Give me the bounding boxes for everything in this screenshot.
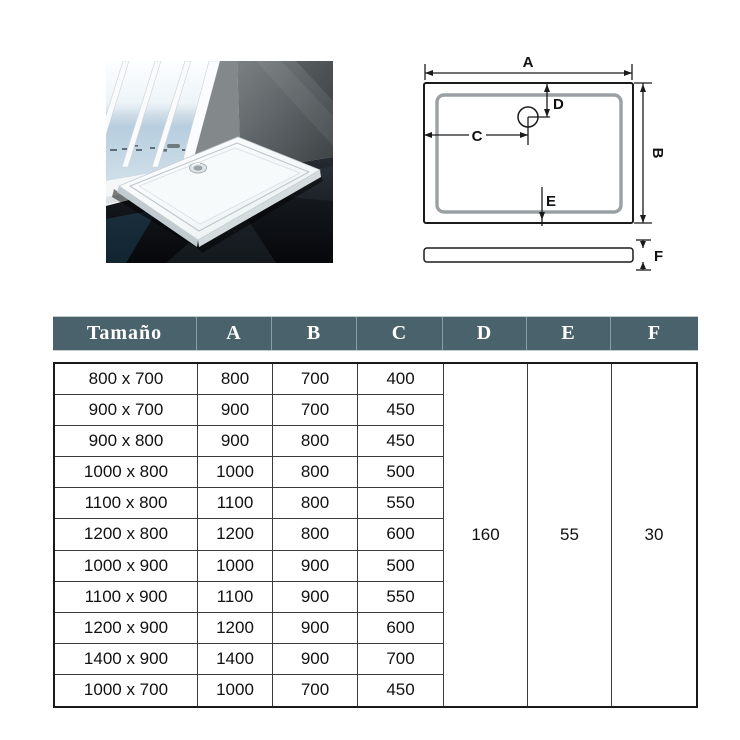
size-cell: 1200 x 800 bbox=[55, 519, 198, 550]
value-cell-b: 800 bbox=[273, 488, 358, 519]
label-b: B bbox=[649, 147, 666, 159]
value-cell-b: 900 bbox=[273, 644, 358, 675]
size-cell: 1000 x 800 bbox=[55, 457, 198, 488]
merged-cell-e: 55 bbox=[528, 364, 612, 706]
value-cell-b: 800 bbox=[273, 519, 358, 550]
value-cell-c: 600 bbox=[358, 613, 444, 644]
value-cell-a: 1200 bbox=[198, 613, 273, 644]
size-cell: 1100 x 900 bbox=[55, 582, 198, 613]
size-cell: 1400 x 900 bbox=[55, 644, 198, 675]
value-cell-c: 500 bbox=[358, 457, 444, 488]
value-cell-c: 450 bbox=[358, 426, 444, 457]
column-header-c: C bbox=[357, 317, 443, 350]
label-e: E bbox=[546, 193, 557, 210]
column-header-d: D bbox=[443, 317, 527, 350]
value-cell-b: 800 bbox=[273, 426, 358, 457]
label-c: C bbox=[471, 128, 483, 145]
value-cell-c: 550 bbox=[358, 488, 444, 519]
size-cell: 900 x 800 bbox=[55, 426, 198, 457]
product-photo bbox=[106, 61, 333, 263]
merged-cell-f: 30 bbox=[644, 525, 664, 544]
value-cell-c: 600 bbox=[358, 519, 444, 550]
value-cell-a: 1000 bbox=[198, 457, 273, 488]
column-header-e: E bbox=[527, 317, 611, 350]
value-cell-a: 1000 bbox=[198, 551, 273, 582]
label-a: A bbox=[522, 54, 534, 71]
label-f: F bbox=[654, 248, 664, 265]
value-cell-b: 900 bbox=[273, 551, 358, 582]
size-cell: 1000 x 900 bbox=[55, 551, 198, 582]
value-cell-a: 1100 bbox=[198, 488, 273, 519]
value-cell-a: 900 bbox=[198, 395, 273, 426]
size-cell: 1100 x 800 bbox=[55, 488, 198, 519]
value-cell-a: 1000 bbox=[198, 675, 273, 706]
size-cell: 1200 x 900 bbox=[55, 613, 198, 644]
dimension-diagram bbox=[400, 48, 740, 280]
column-header-a: A bbox=[197, 317, 272, 350]
size-cell: 800 x 700 bbox=[55, 364, 198, 395]
value-cell-b: 700 bbox=[273, 364, 358, 395]
table-body bbox=[53, 362, 698, 708]
label-d: D bbox=[553, 96, 564, 113]
value-cell-a: 900 bbox=[198, 426, 273, 457]
column-header-b: B bbox=[272, 317, 357, 350]
value-cell-c: 400 bbox=[358, 364, 444, 395]
value-cell-a: 1400 bbox=[198, 644, 273, 675]
value-cell-a: 1100 bbox=[198, 582, 273, 613]
tray-side-view bbox=[424, 248, 633, 262]
drain-icon bbox=[190, 163, 207, 173]
merged-cell-d: 160 bbox=[444, 364, 528, 706]
column-header-f: F bbox=[647, 322, 662, 344]
value-cell-a: 1200 bbox=[198, 519, 273, 550]
value-cell-c: 450 bbox=[358, 675, 444, 706]
column-header-size: Tamaño bbox=[53, 317, 197, 350]
value-cell-b: 900 bbox=[273, 613, 358, 644]
value-cell-b: 700 bbox=[273, 395, 358, 426]
value-cell-b: 700 bbox=[273, 675, 358, 706]
tray-outline-top-view bbox=[424, 83, 633, 223]
value-cell-b: 900 bbox=[273, 582, 358, 613]
value-cell-b: 800 bbox=[273, 457, 358, 488]
size-cell: 900 x 700 bbox=[55, 395, 198, 426]
table-header bbox=[53, 316, 698, 351]
size-cell: 1000 x 700 bbox=[55, 675, 198, 706]
value-cell-c: 500 bbox=[358, 551, 444, 582]
value-cell-c: 450 bbox=[358, 395, 444, 426]
value-cell-c: 700 bbox=[358, 644, 444, 675]
value-cell-a: 800 bbox=[198, 364, 273, 395]
value-cell-c: 550 bbox=[358, 582, 444, 613]
